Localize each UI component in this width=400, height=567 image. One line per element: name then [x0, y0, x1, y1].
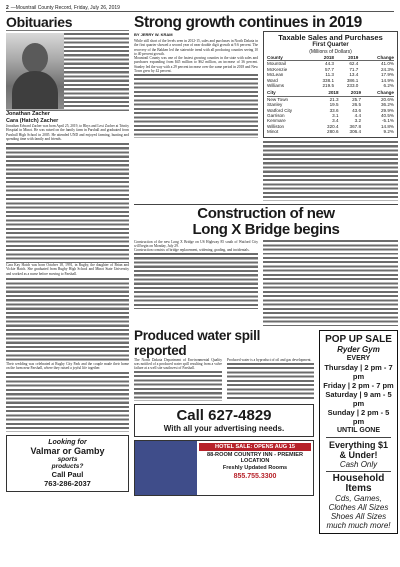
news-section	[134, 15, 398, 534]
story1-body-text	[134, 74, 258, 138]
obituary-paragraph: Their wedding was celebrated at Rugby City Park and the couple made their home on the farm near Parshall, where they raised a joyful life together.	[6, 361, 129, 370]
table-cell: 3.4	[332, 118, 339, 124]
city-table	[267, 90, 394, 134]
ad-line: Valmar or Gamby	[30, 446, 105, 457]
story2-paragraph: Construction consists of bridge replacement, widening, grading, and incidentals.	[134, 248, 250, 253]
table-cell: McKenzie	[267, 66, 288, 72]
table-cell: 19.5	[329, 102, 339, 108]
page-folio	[6, 4, 394, 12]
story2-body-text	[134, 253, 258, 309]
story2-headline-line1: Construction of new	[197, 204, 335, 222]
popup-line: Sunday | 2 pm - 5 pm	[327, 407, 390, 426]
table-cell: Watford City	[267, 107, 293, 113]
table-cell: Williams	[267, 83, 285, 89]
ad-line: Looking for	[48, 439, 87, 447]
obituary-paragraph: Jonathan Edward Zacher was born April 25, 2019, to Rhys and Lexi Zacher at Trinity Hospital in Minot. He was raised on the family farm in Parshall and graduated from Parshall High School in 2005. He attended UND and enjoyed farming, hunting and spending time with family and friends.	[6, 124, 129, 141]
story1-paragraph: Mountrail County was one of the fastest growing counties in the state with sales and purchases expanding from $45 million to $62 million, an increase of 36 percent. Stanley led the way with a 29 percent increase over the same period in 2018 and New Town grew by 42 percent.	[134, 56, 258, 73]
story2-headline-line2: Long X Bridge begins	[192, 220, 340, 238]
popup-line: POP UP SALE	[325, 333, 392, 345]
table-cell: 33.6	[329, 107, 339, 113]
table-cell: 20.6%	[380, 96, 394, 102]
table-cell: 17.9%	[380, 72, 394, 78]
ad-line: Call Paul	[51, 470, 84, 480]
popup-line: Cds, Games,	[335, 493, 382, 503]
table-cell: 29.9%	[380, 107, 394, 113]
popup-line: Saturday | 9 am - 5 pm	[325, 389, 392, 408]
story2-headline	[134, 204, 398, 238]
table-cell: Minot	[267, 129, 279, 135]
table-subtitle: First Quarter	[312, 42, 349, 48]
obituary-name: Jonathan Zacher	[6, 111, 51, 117]
obituary-paragraph: Cara Kay Hatch was born October 18, 1991, in Rugby, the daughter of Brian and Vickie Hatch. She graduated from Rugby High School and Minot State University and worked as a nurse before moving to Parshall.	[6, 263, 129, 276]
table-cell: 14.9%	[380, 77, 394, 83]
hotel-ad-subtitle: 88-ROOM COUNTRY INN - PREMIER LOCATION	[206, 452, 304, 465]
story3-body-text	[227, 363, 314, 401]
table-cell: 71.7	[349, 66, 359, 72]
ad-phone: 763-286-2037	[44, 479, 91, 489]
pop-up-sale-ad[interactable]	[319, 330, 398, 534]
table-cell: 219.5	[322, 83, 334, 89]
story3-paragraph: Produced water is a byproduct of oil and gas development.	[227, 357, 312, 362]
obituary-body-text	[6, 372, 129, 432]
table-cell: 62.4	[349, 61, 359, 67]
sports-products-ad[interactable]	[6, 435, 129, 492]
advertising-call-ad[interactable]	[134, 404, 314, 437]
table-cell: Mountrail	[267, 61, 286, 67]
popup-line: Clothes All Sizes	[328, 502, 389, 512]
table-cell: 25.7	[352, 96, 362, 102]
table-cell: 280.6	[327, 129, 339, 135]
popup-line: Shoes All Sizes	[330, 511, 387, 521]
call-ad-phone: Call 627-4829	[176, 407, 272, 425]
popup-line: UNTIL GONE	[336, 426, 381, 434]
taxable-sales-table	[263, 31, 398, 138]
table-subtitle-units: (Millions of Dollars)	[309, 49, 352, 55]
hotel-ad-phone: 855.755.3300	[233, 473, 277, 481]
table-cell: 306.4	[349, 129, 362, 135]
table-cell: 13.4	[349, 72, 359, 78]
table-header-cell: Change	[361, 90, 394, 96]
table-cell: 6.2%	[383, 83, 394, 89]
table-header-cell: City	[267, 90, 316, 96]
story3-body-text	[134, 371, 222, 401]
table-cell: 233.0	[346, 83, 359, 89]
table-cell: Stanley	[267, 102, 283, 108]
popup-line: Cash Only	[339, 459, 378, 469]
table-header-cell: 2018	[316, 90, 338, 96]
table-cell: 21.3	[329, 96, 339, 102]
table-cell: 3.2	[354, 118, 362, 124]
popup-line: Friday | 2 pm - 7 pm	[323, 380, 394, 390]
table-cell: 41.0%	[380, 61, 394, 67]
story3-paragraph: The North Dakota Department of Environmental Quality was notified of a produced water spill resulting from a valve failure at a well site southwest of Parshall.	[134, 357, 222, 371]
table-cell: 43.6	[352, 107, 362, 113]
table-cell: Garrison	[267, 113, 285, 119]
table-cell: 36.2%	[380, 102, 394, 108]
popup-line: Thursday | 2 pm - 7 pm	[324, 362, 393, 381]
table-cell: Ward	[267, 77, 278, 83]
table-title: Taxable Sales and Purchases	[278, 33, 383, 42]
hotel-ad-title: HOTEL SALE: OPENS AUG 15	[199, 443, 311, 451]
table-header-cell: Change	[358, 55, 394, 61]
popup-line: Everything $1	[328, 439, 389, 450]
story2-body-text	[263, 240, 398, 326]
table-header-cell: County	[267, 55, 310, 61]
hotel-ad-desc: Freshly Updated Rooms	[222, 465, 288, 472]
page-number: 2	[6, 5, 9, 11]
story2-paragraph: Construction of the new Long X Bridge on US Highway 85 south of Watford City will begin on Monday, July 29.	[134, 239, 258, 248]
popup-line: much much more!	[326, 520, 391, 530]
table-cell: McLean	[267, 72, 284, 78]
table-cell: New Town	[267, 96, 289, 102]
story1-paragraph: While still short of the levels seen in 2012-15, sales and purchases in North Dakota in the first quarter showed a second year of near double digit growth at 9.6 percent. The recovery of the Bakken led the statewide trend with all producing counties seeing 10 to 40 percent growth.	[134, 39, 258, 56]
table-cell: 57.7	[325, 66, 334, 72]
obituary-photo	[6, 33, 64, 109]
ad-line: products?	[51, 463, 84, 471]
table-cell: 40.5%	[380, 113, 394, 119]
table-cell: 9.2%	[383, 129, 394, 135]
table-header-cell: 2019	[339, 90, 361, 96]
paper-name: —Mountrail County Record, Friday, July 26, 2019	[10, 5, 120, 11]
table-cell: 24.3%	[380, 66, 394, 72]
obituary-subtitle: Cara (Hatch) Zacher	[6, 117, 59, 124]
popup-line: & Under!	[339, 449, 378, 460]
table-cell: 4.4	[354, 113, 362, 119]
table-row	[267, 129, 394, 134]
story1-headline: Strong growth continues in 2019	[134, 14, 362, 31]
hotel-photo	[135, 441, 197, 495]
obituary-body-text	[6, 278, 129, 362]
table-cell: 386.1	[346, 77, 359, 83]
obituaries-title: Obituaries	[6, 15, 129, 31]
ad-line: sports	[57, 456, 78, 464]
table-cell: 338.1	[322, 77, 334, 83]
table-cell: -5.1%	[381, 118, 394, 124]
table-cell: 14.8%	[380, 123, 394, 129]
table-header-cell: 2019	[334, 55, 358, 61]
story1-continued-text	[263, 141, 398, 201]
hotel-sale-ad[interactable]	[134, 440, 314, 496]
table-cell: 11.3	[325, 72, 334, 78]
table-cell: Kenmare	[267, 118, 286, 124]
popup-line: EVERY	[346, 354, 371, 362]
table-cell: Williston	[267, 123, 285, 129]
popup-line: Ryder Gym	[337, 344, 380, 354]
obituaries-column	[6, 15, 129, 534]
table-cell: 3.1	[332, 113, 339, 119]
table-header-cell: 2018	[310, 55, 334, 61]
table-cell: 44.3	[325, 61, 334, 67]
popup-line: Household Items	[332, 472, 385, 494]
table-row	[267, 83, 394, 88]
table-cell: 367.8	[349, 123, 362, 129]
story1-byline: BY JERRY W. KRAM	[134, 32, 173, 37]
call-ad-tagline: With all your advertising needs.	[163, 424, 285, 434]
table-cell: 320.4	[327, 123, 339, 129]
table-cell: 26.5	[352, 102, 362, 108]
county-table	[267, 55, 394, 88]
story3-headline: Produced water spill reported	[134, 327, 261, 358]
obituary-body-text	[6, 143, 129, 263]
